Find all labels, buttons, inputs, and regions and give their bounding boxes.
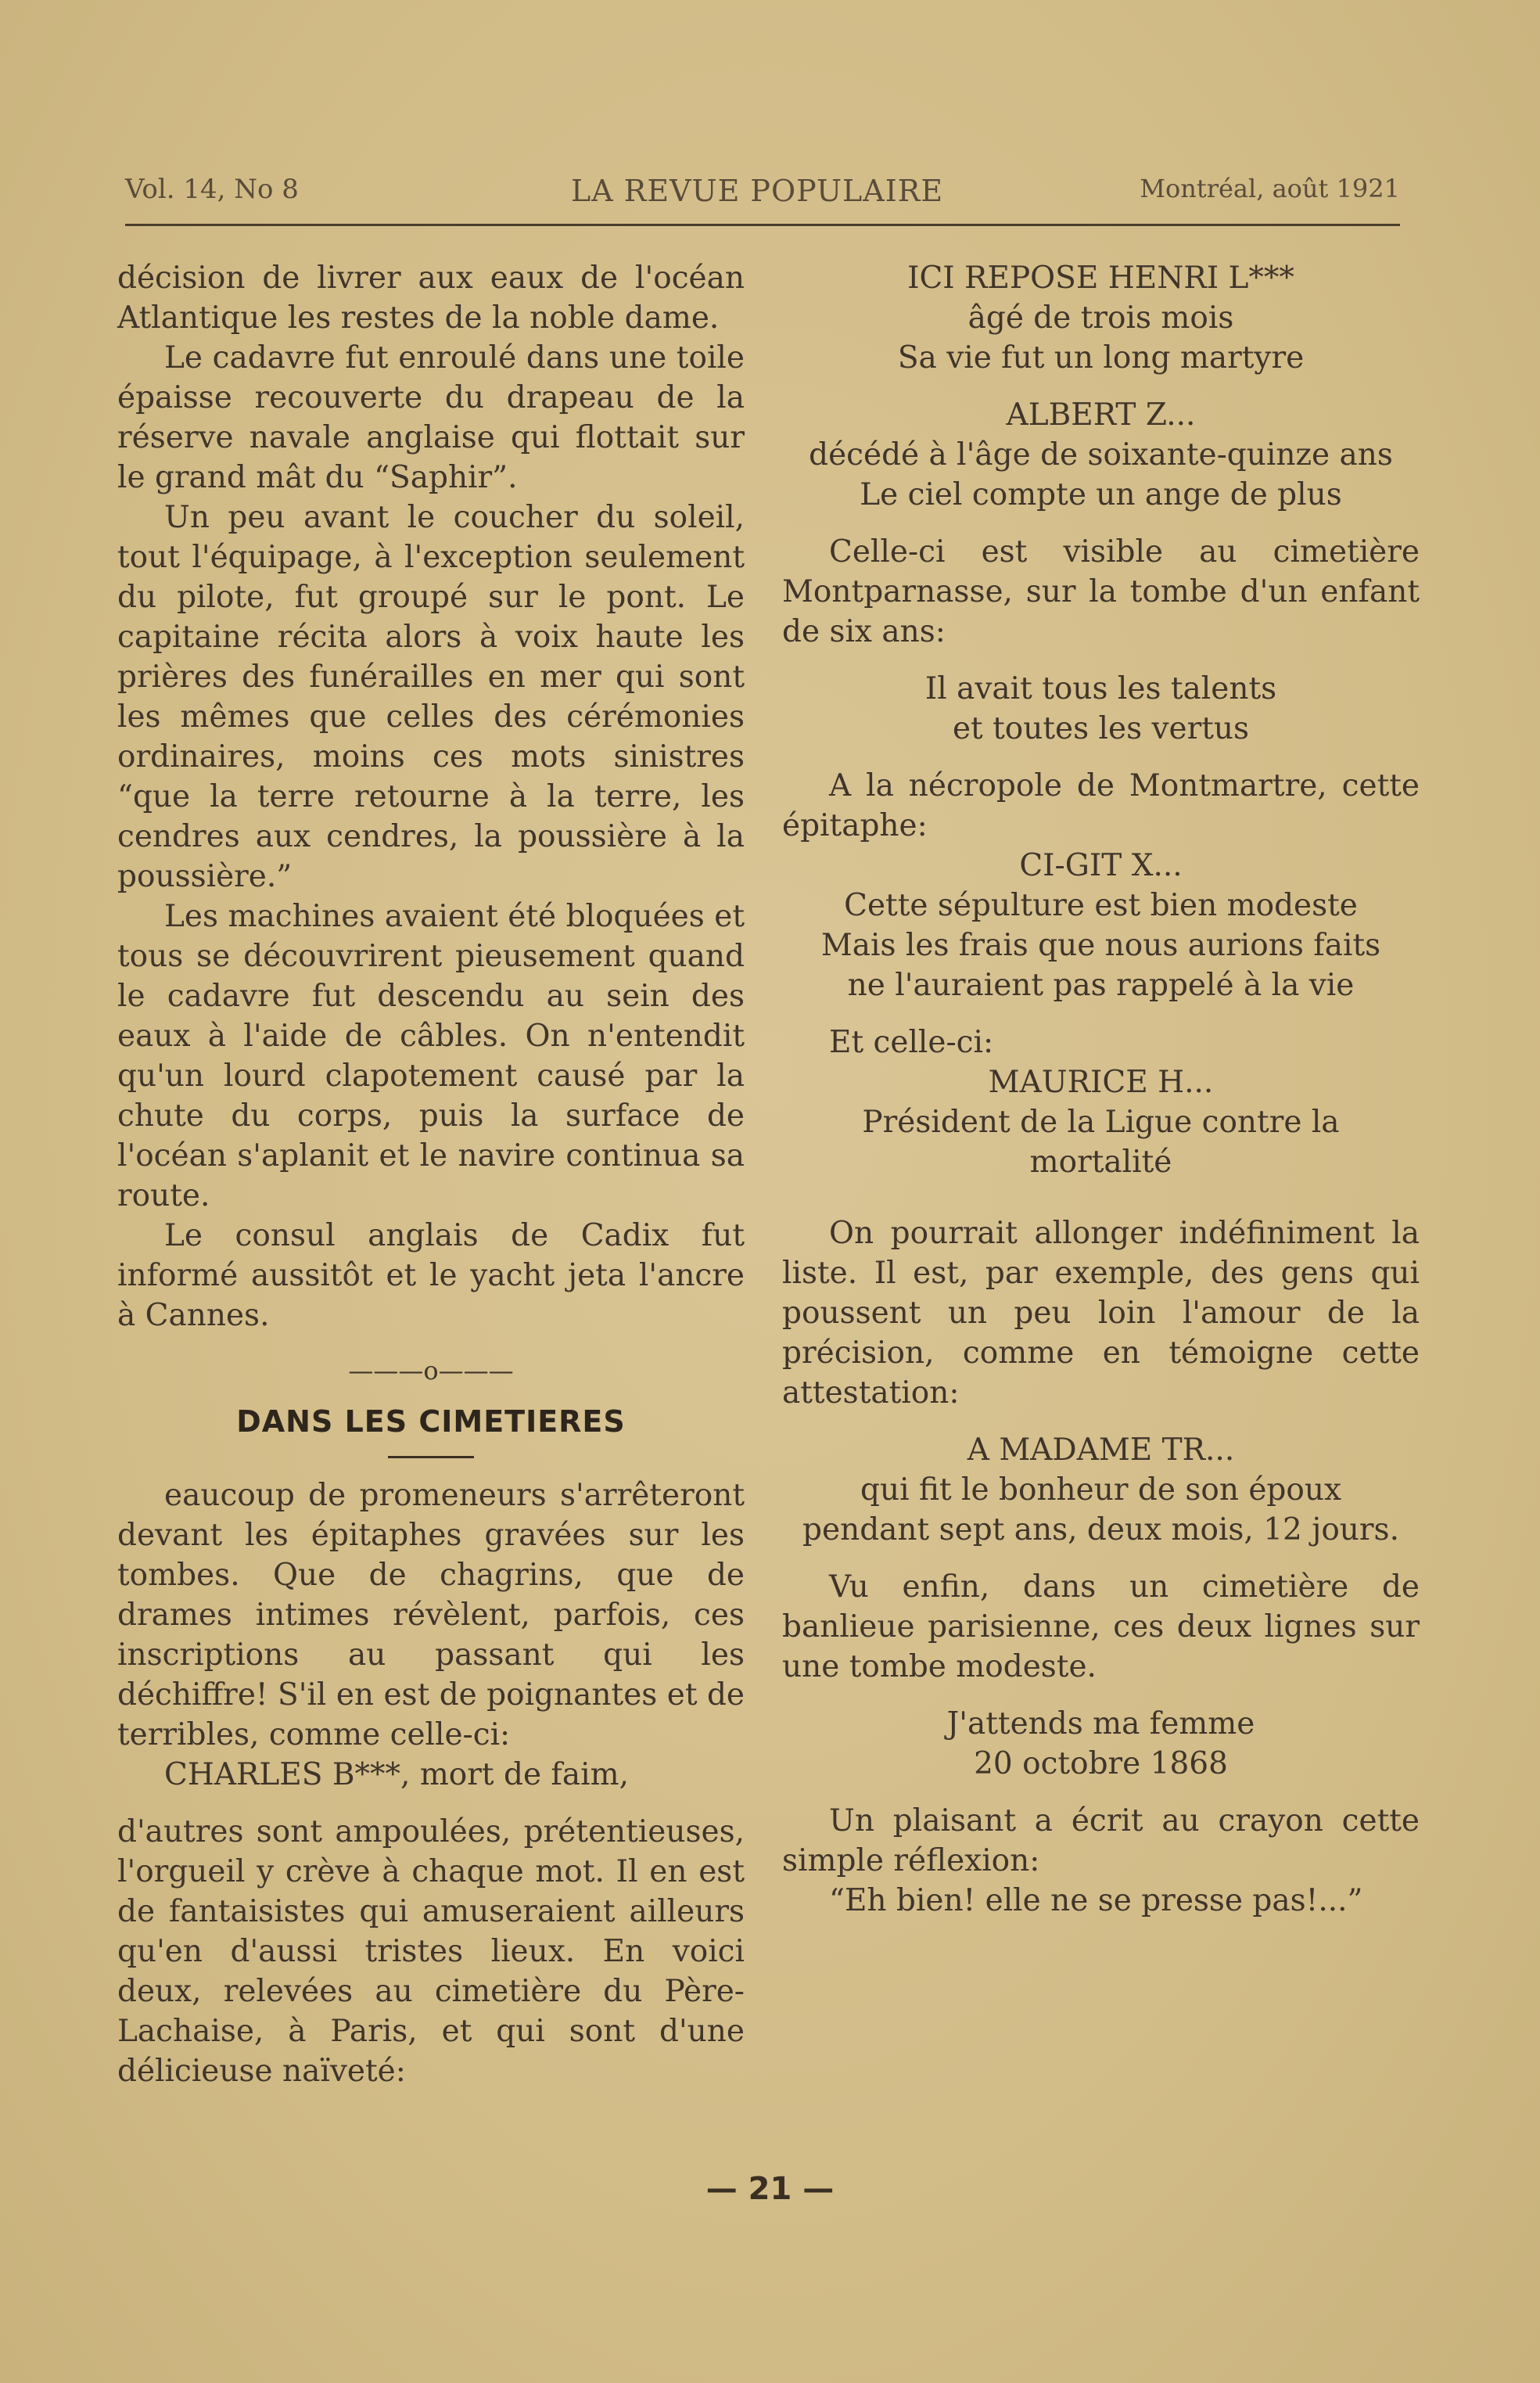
paragraph: Le consul anglais de Cadix fut informé aussitôt et le yacht jeta l'ancre à Cannes. [117, 1218, 745, 1333]
epitaph-cigit [782, 846, 1420, 1005]
header-rule [125, 224, 1400, 226]
epitaph-line: MAURICE H... [988, 1065, 1214, 1100]
epitaph-line: J'attends ma femme [946, 1706, 1255, 1741]
epitaph-line: Le ciel compte un ange de plus [860, 477, 1342, 512]
paragraph: Les machines avaient été bloquées et tous se découvrirent pieusement quand le cadavre fut descendu au sein des eaux à l'aide de câbles. On n'entendit qu'un lourd clapotement causé par la chute du corps, puis la surface de l'océan s'aplanit et le navire continua sa route. [117, 899, 745, 1213]
paragraph: Un plaisant a écrit au crayon cette simple réflexion: [782, 1803, 1420, 1878]
issue-date: Montréal, août 1921 [1140, 174, 1400, 203]
epitaph-line: Président de la Ligue contre la [862, 1105, 1340, 1140]
epitaph-line: Mais les frais que nous aurions faits [820, 928, 1381, 963]
paragraph: Vu enfin, dans un cimetière de banlieue parisienne, ces deux lignes sur une tombe modeste. [782, 1569, 1420, 1684]
epitaph-line: qui fit le bonheur de son époux [860, 1472, 1341, 1508]
epitaph-enfant [782, 669, 1420, 749]
paragraph: On pourrait allonger indéfiniment la liste. Il est, par exemple, des gens qui poussent un peu loin l'amour de la précision, comme en témoigne cette attestation: [782, 1216, 1420, 1411]
epitaph-line: décédé à l'âge de soixante-quinze ans [809, 437, 1393, 473]
epitaph-albert [782, 395, 1420, 515]
heading-rule [388, 1456, 474, 1458]
paragraph: eaucoup de promeneurs s'arrêteront devant les épitaphes gravées sur les tombes. Que de chagrins, que de drames intimes révèlent, parfois, ces inscriptions au passant qui les déchiffre! S'il en est de poignantes et de terribles, comme celle-ci: [117, 1478, 745, 1752]
epitaph-line: âgé de trois mois [967, 300, 1234, 336]
epitaph-line: CHARLES B***, mort de faim, [164, 1757, 629, 1792]
epitaph-line: Cette sépulture est bien modeste [844, 888, 1358, 923]
epitaph-line: mortalité [1029, 1145, 1172, 1180]
epitaph-line: ICI REPOSE HENRI L*** [907, 261, 1294, 296]
epitaph-femme [782, 1704, 1420, 1784]
epitaph-line: et toutes les vertus [952, 711, 1250, 746]
page-number: — 21 — [705, 2171, 835, 2207]
epitaph-line: pendant sept ans, deux mois, 12 jours. [802, 1512, 1399, 1547]
epitaph-line: CI-GIT X... [1019, 848, 1183, 883]
epitaph-line: ALBERT Z... [1006, 397, 1196, 433]
epitaph-line: ne l'auraient pas rappelé à la vie [847, 968, 1355, 1003]
quote-line: “Eh bien! elle ne se presse pas!...” [829, 1883, 1363, 1918]
epitaph-madame [782, 1430, 1420, 1550]
epitaph-line: A MADAME TR... [967, 1432, 1235, 1468]
epitaph-line: Sa vie fut un long martyre [897, 340, 1305, 376]
paragraph: Celle-ci est visible au cimetière Montparnasse, sur la tombe d'un enfant de six ans: [782, 534, 1420, 649]
paragraph: A la nécropole de Montmartre, cette épitaphe: [782, 768, 1420, 843]
section-heading: DANS LES CIMETIERES [236, 1404, 626, 1439]
paragraph: Le cadavre fut enroulé dans une toile épaisse recouverte du drapeau de la réserve navale anglaise qui flottait sur le grand mât du “Saphir”. [117, 340, 745, 495]
publication-title: LA REVUE POPULAIRE [571, 174, 944, 208]
paragraph: décision de livrer aux eaux de l'océan Atlantique les restes de la noble dame. [117, 261, 745, 336]
epitaph-maurice [782, 1062, 1420, 1182]
epitaph-henri [782, 258, 1420, 378]
section-separator: ———o——— [348, 1356, 514, 1386]
left-column [117, 258, 745, 2091]
epitaph-line: 20 octobre 1868 [974, 1746, 1228, 1781]
paragraph: d'autres sont ampoulées, prétentieuses, l'orgueil y crève à chaque mot. Il en est de fantaisistes qui amuseraient ailleurs qu'en d'aussi tristes lieux. En voici deux, relevées au cimetière du Père-Lachaise, à Paris, et qui sont d'une délicieuse naïveté: [117, 1814, 745, 2089]
page-header [125, 174, 1400, 213]
paragraph: Et celle-ci: [829, 1025, 994, 1060]
right-column [782, 258, 1420, 1921]
epitaph-line: Il avait tous les talents [924, 671, 1277, 706]
paragraph: Un peu avant le coucher du soleil, tout l'équipage, à l'exception seulement du pilote, fut groupé sur le pont. Le capitaine récita alors à voix haute les prières des funérailles en mer qui sont les mêmes que celles des cérémonies ordinaires, moins ces mots sinistres “que la terre retourne à la terre, les cendres aux cendres, la poussière à la poussière.” [117, 500, 745, 894]
volume-number: Vol. 14, No 8 [125, 174, 299, 205]
